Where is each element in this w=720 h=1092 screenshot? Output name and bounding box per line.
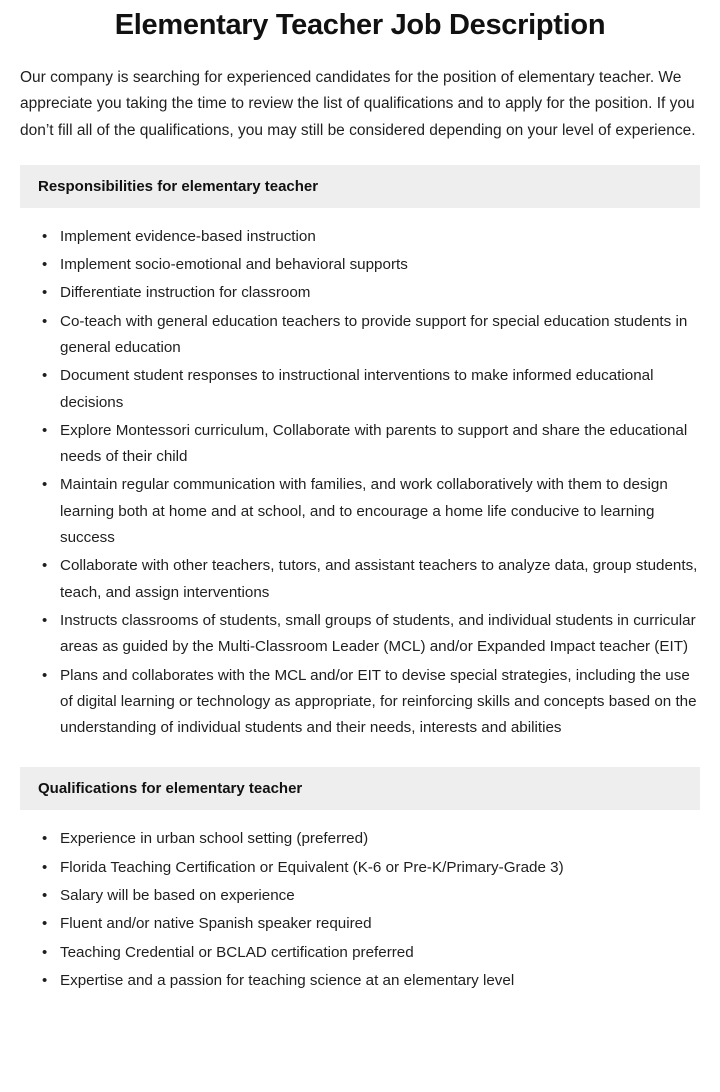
list-item: • Instructs classrooms of students, small groups of students, and individual students in curricular areas as guided by the Multi-Classroom Leader (MCL) and/or Expanded Impact teacher (EIT) [58,608,700,661]
list-item: • Collaborate with other teachers, tutors, and assistant teachers to analyze data, group students, teach, and assign interventions [58,553,700,606]
intro-paragraph: Our company is searching for experienced candidates for the position of elementary teacher. We appreciate you taking the time to review the list of qualifications and to apply for the position. If you don’t fill all of the qualifications, you may still be considered depending on your level of experience. [20,68,696,140]
qualifications-list [20,826,700,994]
job-description-document [0,8,720,994]
list-item: • Maintain regular communication with families, and work collaboratively with them to design learning both at home and at school, and to encourage a home life conducive to learning success [58,472,700,551]
list-item: • Expertise and a passion for teaching science at an elementary level [58,968,700,994]
list-item: • Florida Teaching Certification or Equivalent (K-6 or Pre-K/Primary-Grade 3) [58,855,700,881]
section-header-responsibilities: Responsibilities for elementary teacher [20,165,700,208]
list-item: • Implement evidence-based instruction [58,224,700,250]
section-header-qualifications: Qualifications for elementary teacher [20,767,700,810]
list-item: • Explore Montessori curriculum, Collaborate with parents to support and share the educational needs of their child [58,418,700,471]
list-item: • Experience in urban school setting (preferred) [58,826,700,852]
list-item: • Implement socio-emotional and behavioral supports [58,252,700,278]
list-item: • Teaching Credential or BCLAD certification preferred [58,940,700,966]
page-title: Elementary Teacher Job Description [114,9,606,41]
list-item: • Plans and collaborates with the MCL and/or EIT to devise special strategies, including the use of digital learning or technology as appropriate, for reinforcing skills and concepts based on the understanding of individual students and their needs, interests and abilities [58,663,700,742]
list-item: • Document student responses to instructional interventions to make informed educational decisions [58,363,700,416]
list-item: • Co-teach with general education teachers to provide support for special education students in general education [58,309,700,362]
list-item: • Salary will be based on experience [58,883,700,909]
list-item: • Differentiate instruction for classroom [58,280,700,306]
list-item: • Fluent and/or native Spanish speaker required [58,911,700,937]
responsibilities-list [20,224,700,742]
